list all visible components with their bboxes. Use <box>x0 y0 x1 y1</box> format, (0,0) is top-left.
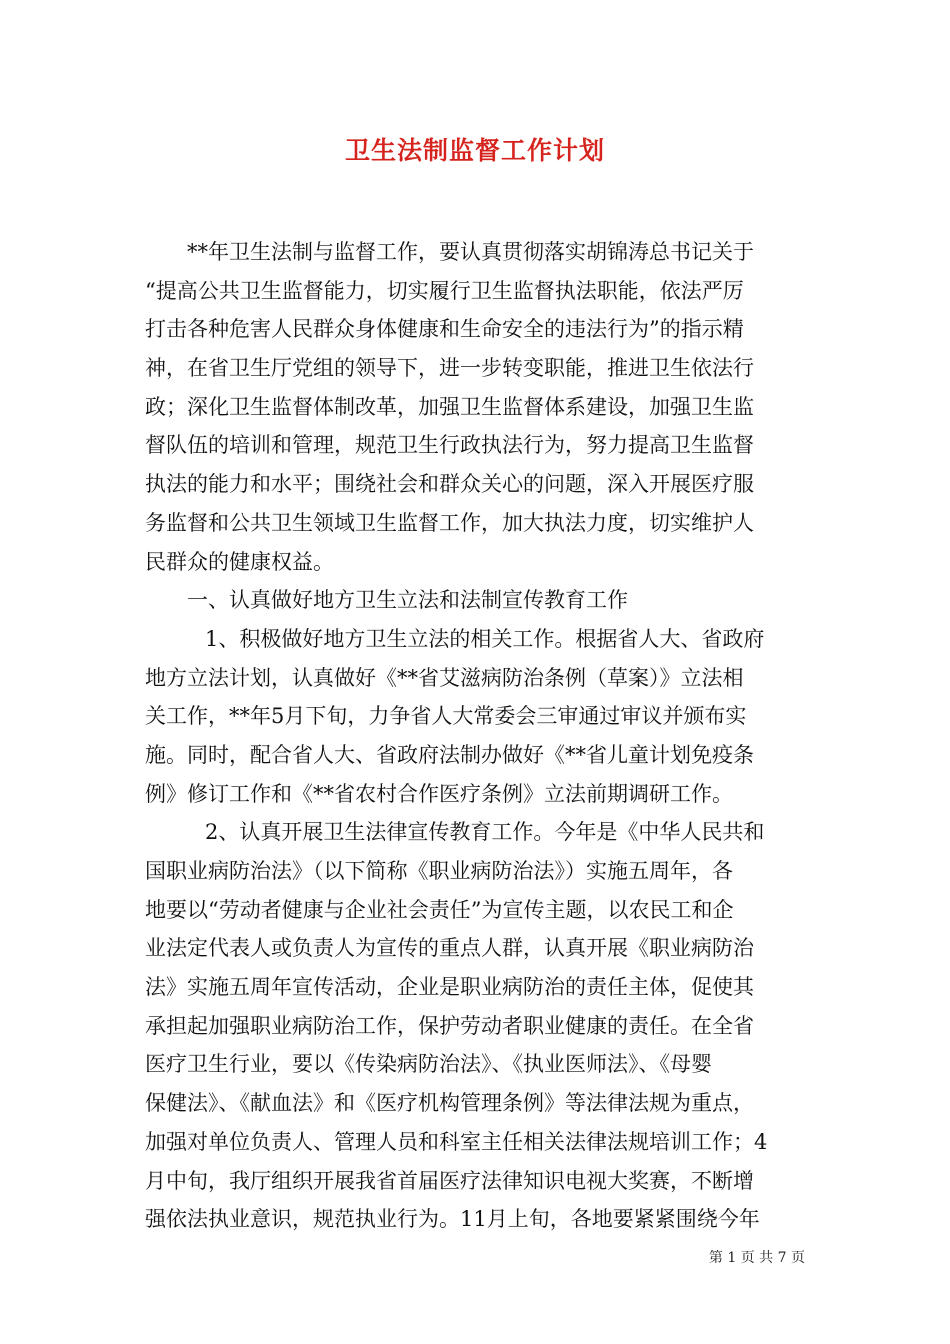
paragraph-line: 保健法》、《献血法》和《医疗机构管理条例》等法律法规为重点， <box>145 1091 754 1116</box>
paragraph-line: 务监督和公共卫生领域卫生监督工作，加大执法力度，切实维护人 <box>145 510 754 535</box>
paragraph-line: 督队伍的培训和管理，规范卫生行政执法行为，努力提高卫生监督 <box>145 433 754 458</box>
paragraph-line: 加强对单位负责人、管理人员和科室主任相关法律法规培训工作；4 <box>145 1129 768 1154</box>
paragraph-line: 月中旬，我厅组织开展我省首届医疗法律知识电视大奖赛，不断增 <box>145 1168 754 1193</box>
paragraph-line: 关工作，**年5月下旬，力争省人大常委会三审通过审议并颁布实 <box>145 704 747 729</box>
paragraph-line: 承担起加强职业病防治工作，保护劳动者职业健康的责任。在全省 <box>145 1013 754 1038</box>
paragraph-line: 民群众的健康权益。 <box>145 549 334 574</box>
paragraph-line: 国职业病防治法》（以下简称《职业病防治法》）实施五周年，各 <box>145 859 733 883</box>
page-number: 第 1 页 共 7 页 <box>708 1250 805 1266</box>
paragraph-line: 施。同时，配合省人大、省政府法制办做好《**省儿童计划免疫条 <box>145 742 754 767</box>
paragraph-line: 地方立法计划，认真做好《**省艾滋病防治条例（草案）》立法相 <box>145 665 744 690</box>
section-heading: 一、认真做好地方卫生立法和法制宣传教育工作 <box>187 588 628 613</box>
paragraph-line: 打击各种危害人民群众身体健康和生命安全的违法行为”的指示精 <box>145 317 744 342</box>
paragraph-line: 强依法执业意识，规范执业行为。11月上旬，各地要紧紧围绕今年 <box>145 1207 760 1232</box>
paragraph-line: 政；深化卫生监督体制改革，加强卫生监督体系建设，加强卫生监 <box>145 394 754 419</box>
paragraph-line: 1、积极做好地方卫生立法的相关工作。根据省人大、省政府 <box>205 626 765 651</box>
paragraph-line: 执法的能力和水平；围绕社会和群众关心的问题，深入开展医疗服 <box>145 472 754 497</box>
paragraph-line: 法》实施五周年宣传活动，企业是职业病防治的责任主体，促使其 <box>145 975 754 1000</box>
paragraph-line: “提高公共卫生监督能力，切实履行卫生监督执法职能，依法严厉 <box>145 278 744 303</box>
paragraph-line: 2、认真开展卫生法律宣传教育工作。今年是《中华人民共和 <box>205 820 765 845</box>
page-title: 卫生法制监督工作计划 <box>344 136 605 165</box>
document-body <box>145 233 821 1239</box>
paragraph-line: 地要以“劳动者健康与企业社会责任”为宣传主题，以农民工和企 <box>145 897 734 922</box>
paragraph-line: 业法定代表人或负责人为宣传的重点人群，认真开展《职业病防治 <box>145 936 754 961</box>
paragraph-line: 医疗卫生行业，要以《传染病防治法》、《执业医师法》、《母婴 <box>145 1052 712 1077</box>
paragraph-line: **年卫生法制与监督工作，要认真贯彻落实胡锦涛总书记关于 <box>187 240 754 264</box>
paragraph-line: 例》修订工作和《**省农村合作医疗条例》立法前期调研工作。 <box>145 781 733 806</box>
paragraph-line: 神，在省卫生厅党组的领导下，进一步转变职能，推进卫生依法行 <box>145 356 754 381</box>
